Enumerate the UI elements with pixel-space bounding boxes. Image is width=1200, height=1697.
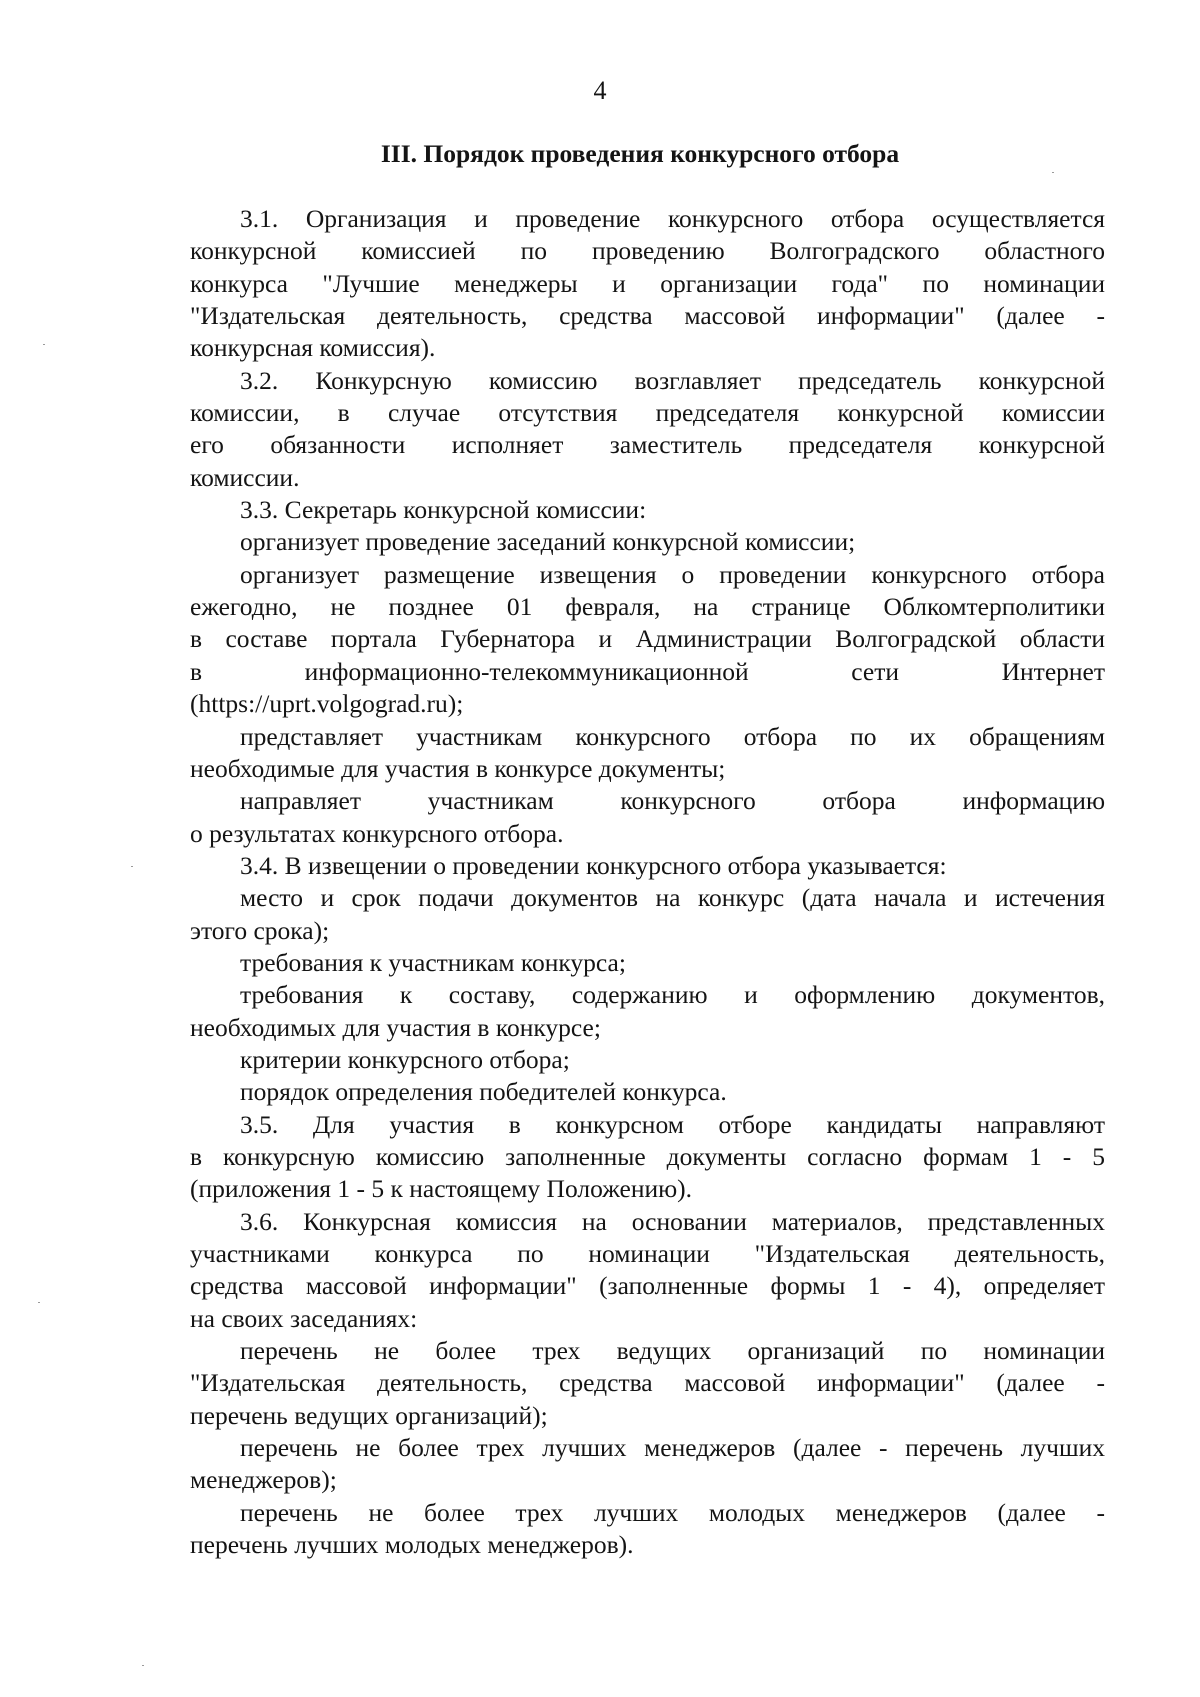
paragraph-p3-3-d <box>190 785 1105 850</box>
text-line: перечень ведущих организаций); <box>190 1400 548 1430</box>
text-line: направляет участникам конкурсного отбора информацию <box>240 786 1105 816</box>
text-line: средства массовой информации" (заполненные формы 1 - 4), определяет <box>190 1271 1105 1301</box>
text-line: в конкурсную комиссию заполненные документы согласно формам 1 - 5 <box>190 1141 1105 1171</box>
text-line: перечень не более трех лучших менеджеров (далее - перечень лучших <box>240 1433 1105 1463</box>
text-line: перечень лучших молодых менеджеров). <box>190 1530 634 1560</box>
paragraph-p3-1 <box>190 203 1105 365</box>
page-number: 4 <box>593 76 607 105</box>
text-line: "Издательская деятельность, средства массовой информации" (далее - <box>190 301 1105 331</box>
text-line: конкурса "Лучшие менеджеры и организации года" по номинации <box>190 268 1105 298</box>
text-line: 3.2. Конкурсную комиссию возглавляет председатель конкурсной <box>240 365 1105 395</box>
text-line: менеджеров); <box>190 1465 337 1495</box>
scan-speck <box>43 344 45 345</box>
text-line: на своих заседаниях: <box>190 1303 418 1333</box>
text-line: место и срок подачи документов на конкурс (дата начала и истечения <box>240 883 1105 913</box>
text-line: критерии конкурсного отбора; <box>240 1044 570 1074</box>
text-line: его обязанности исполняет заместитель председателя конкурсной <box>190 430 1105 460</box>
paragraph-p3-4-e <box>190 1076 1105 1108</box>
text-line: организует размещение извещения о проведении конкурсного отбора <box>240 559 1105 589</box>
scan-speck <box>142 1665 144 1666</box>
text-line: в составе портала Губернатора и Администрации Волгоградской области <box>190 624 1105 654</box>
text-line: комиссии. <box>190 462 300 492</box>
paragraph-p3-3 <box>190 494 1105 526</box>
text-line: (https://uprt.volgograd.ru); <box>190 689 464 719</box>
text-line: "Издательская деятельность, средства массовой информации" (далее - <box>190 1368 1105 1398</box>
text-line: в информационно-телекоммуникационной сети Интернет <box>190 656 1105 686</box>
paragraph-p3-4-b <box>190 947 1105 979</box>
paragraph-p3-3-a <box>190 526 1105 558</box>
text-line: 3.3. Секретарь конкурсной комиссии: <box>240 495 647 525</box>
paragraph-p3-3-b <box>190 559 1105 721</box>
paragraph-p3-6-a <box>190 1335 1105 1432</box>
paragraph-p3-3-c <box>190 721 1105 786</box>
section-body <box>190 203 1105 1561</box>
paragraph-p3-6-c <box>190 1497 1105 1562</box>
text-line: требования к составу, содержанию и оформлению документов, <box>240 980 1105 1010</box>
paragraph-p3-4-a <box>190 882 1105 947</box>
text-line: требования к участникам конкурса; <box>240 947 626 977</box>
text-line: организует проведение заседаний конкурсной комиссии; <box>240 527 856 557</box>
text-line: перечень не более трех ведущих организаций по номинации <box>240 1336 1105 1366</box>
text-line: комиссии, в случае отсутствия председателя конкурсной комиссии <box>190 398 1105 428</box>
paragraph-p3-6-b <box>190 1432 1105 1497</box>
scan-speck <box>1052 172 1054 173</box>
text-line: о результатах конкурсного отбора. <box>190 818 564 848</box>
text-line: 3.4. В извещении о проведении конкурсного отбора указывается: <box>240 850 947 880</box>
paragraph-p3-5 <box>190 1109 1105 1206</box>
text-line: необходимых для участия в конкурсе; <box>190 1012 601 1042</box>
text-line: конкурсная комиссия). <box>190 333 436 363</box>
paragraph-p3-4-d <box>190 1044 1105 1076</box>
section-heading: III. Порядок проведения конкурсного отбора <box>380 139 900 168</box>
text-line: представляет участникам конкурсного отбора по их обращениям <box>240 721 1105 751</box>
text-line: этого срока); <box>190 915 330 945</box>
text-line: 3.5. Для участия в конкурсном отборе кандидаты направляют <box>240 1109 1105 1139</box>
text-line: порядок определения победителей конкурса. <box>240 1077 727 1107</box>
text-line: 3.1. Организация и проведение конкурсного отбора осуществляется <box>240 204 1105 233</box>
text-line: конкурсной комиссией по проведению Волгоградского областного <box>190 236 1105 266</box>
scan-speck <box>131 866 133 867</box>
paragraph-p3-4-c <box>190 979 1105 1044</box>
text-line: участниками конкурса по номинации "Издательская деятельность, <box>190 1239 1105 1268</box>
text-line: 3.6. Конкурсная комиссия на основании материалов, представленных <box>240 1206 1105 1236</box>
paragraph-p3-2 <box>190 365 1105 494</box>
scan-speck <box>38 1302 40 1303</box>
text-line: необходимые для участия в конкурсе документы; <box>190 753 726 783</box>
text-line: ежегодно, не позднее 01 февраля, на странице Облкомтерполитики <box>190 592 1105 622</box>
text-line: перечень не более трех лучших молодых менеджеров (далее - <box>240 1497 1105 1527</box>
paragraph-p3-6 <box>190 1206 1105 1335</box>
paragraph-p3-4 <box>190 850 1105 882</box>
text-line: (приложения 1 - 5 к настоящему Положению). <box>190 1174 693 1204</box>
